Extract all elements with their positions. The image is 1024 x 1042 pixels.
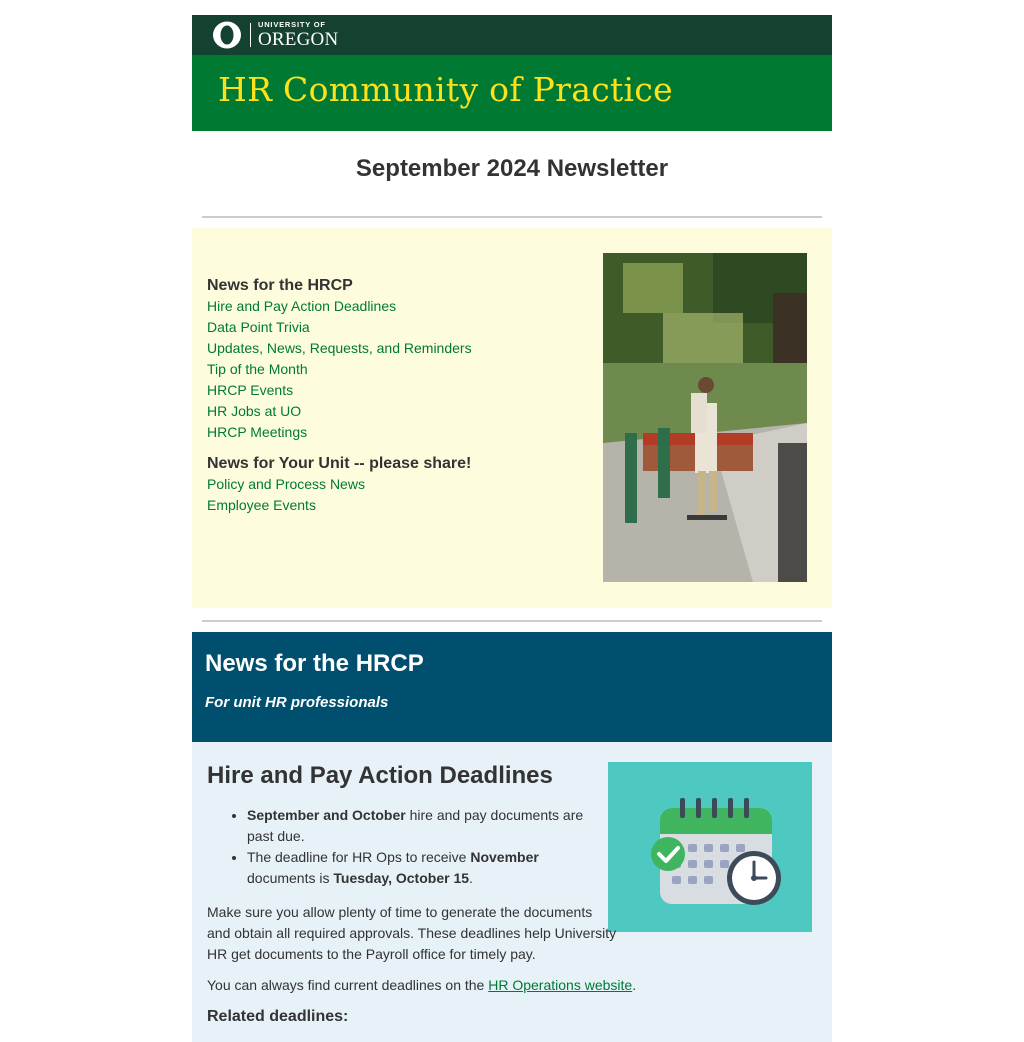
related-deadlines-heading: Related deadlines:	[207, 1008, 349, 1025]
calendar-clock-icon	[608, 762, 812, 932]
toc-link-events[interactable]: HRCP Events	[207, 382, 294, 398]
article-title: Hire and Pay Action Deadlines	[207, 762, 553, 789]
toc-link-meetings[interactable]: HRCP Meetings	[207, 424, 308, 440]
text: hire and pay documents are past due.	[247, 807, 584, 844]
toc-link-updates[interactable]: Updates, News, Requests, and Reminders	[207, 340, 472, 356]
logo-separator	[250, 23, 251, 47]
divider	[202, 216, 822, 218]
list-item	[247, 847, 597, 889]
bold-text: Tuesday, October 15	[333, 870, 470, 886]
divider	[202, 620, 822, 622]
text: documents is	[247, 870, 334, 886]
uo-o-icon	[212, 20, 242, 50]
text: .	[632, 977, 637, 993]
bold-text: November	[470, 849, 539, 865]
toc-link-tip[interactable]: Tip of the Month	[207, 361, 308, 377]
newsletter-title: September 2024 Newsletter	[355, 155, 669, 182]
banner	[192, 55, 832, 131]
hr-operations-link[interactable]: HR Operations website	[488, 977, 633, 993]
list-item	[247, 805, 597, 847]
section-title: News for the HRCP	[205, 650, 424, 677]
toc-link-trivia[interactable]: Data Point Trivia	[207, 319, 310, 335]
text: The deadline for HR Ops to receive	[247, 849, 471, 865]
toc-link-jobs[interactable]: HR Jobs at UO	[207, 403, 302, 419]
bold-text: September and October	[247, 807, 406, 823]
toc-link-policy[interactable]: Policy and Process News	[207, 476, 365, 492]
toc-heading-unit: News for Your Unit -- please share!	[207, 455, 472, 472]
logo-wordmark	[258, 21, 338, 49]
section-header	[192, 632, 832, 742]
deadline-list	[207, 805, 597, 889]
text: You can always find current deadlines on the	[207, 977, 489, 993]
newsletter	[192, 15, 832, 1042]
text: .	[469, 870, 473, 886]
banner-title: HR Community of Practice	[218, 70, 674, 109]
top-bar	[192, 15, 832, 55]
logo-big-text: OREGON	[258, 28, 339, 50]
article-deadlines	[192, 742, 832, 1042]
toc-link-employee-events[interactable]: Employee Events	[207, 497, 316, 513]
logo-small-text: UNIVERSITY OF	[258, 20, 326, 30]
toc-links	[207, 276, 597, 516]
campus-skateboarder-photo	[603, 253, 807, 582]
toc-link-deadlines[interactable]: Hire and Pay Action Deadlines	[207, 298, 397, 314]
uo-logo[interactable]	[212, 20, 338, 50]
article-paragraph-link	[207, 975, 807, 996]
toc-heading-hrcp: News for the HRCP	[207, 277, 353, 294]
article-paragraph: Make sure you allow plenty of time to generate the documents and obtain all required approvals. These deadlines help University HR get documents to the Payroll office for timely pay.	[207, 904, 617, 962]
table-of-contents	[192, 228, 832, 608]
section-subtitle: For unit HR professionals	[205, 694, 389, 711]
